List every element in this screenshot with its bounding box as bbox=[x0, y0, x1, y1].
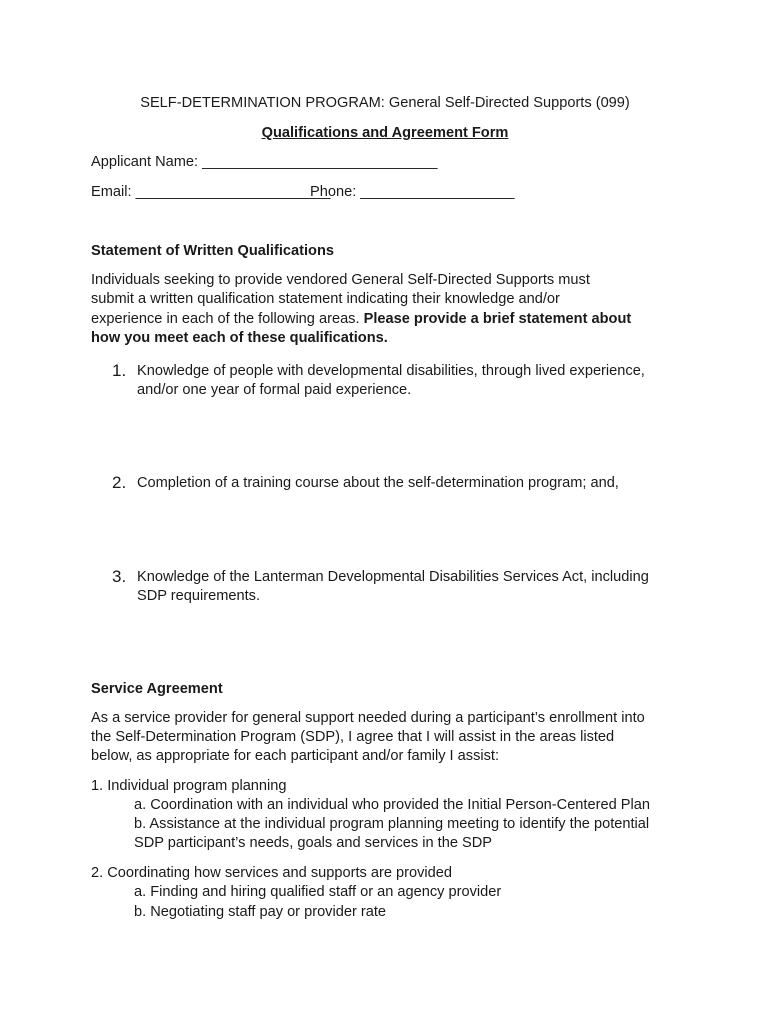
item-number: 3. bbox=[112, 567, 127, 586]
agreement-intro-line: below, as appropriate for each participant and/or family I assist: bbox=[91, 748, 500, 764]
item-text-line: Knowledge of people with developmental disabilities, through lived experience, bbox=[137, 363, 645, 379]
agreement-subitem: b. Assistance at the individual program planning meeting to identify the potential bbox=[134, 816, 650, 832]
email-field[interactable]: Email: ________________________ bbox=[91, 184, 331, 200]
form-title: Qualifications and Agreement Form bbox=[261, 125, 509, 141]
agreement-heading: Service Agreement bbox=[91, 681, 223, 697]
applicant-name-field[interactable]: Applicant Name: _____________________________ bbox=[91, 154, 438, 170]
qualifications-intro-line: how you meet each of these qualifications. bbox=[91, 330, 388, 346]
agreement-subitem: SDP participant’s needs, goals and services in the SDP bbox=[134, 835, 493, 851]
item-text-line: Completion of a training course about the self-determination program; and, bbox=[137, 475, 619, 491]
qualifications-intro-line: submit a written qualification statement indicating their knowledge and/or bbox=[91, 291, 560, 307]
agreement-subitem: a. Finding and hiring qualified staff or an agency provider bbox=[134, 884, 502, 900]
agreement-subitem: a. Coordination with an individual who provided the Initial Person-Centered Plan bbox=[134, 797, 650, 813]
item-number: 2. bbox=[112, 473, 127, 492]
agreement-section-title: 1. Individual program planning bbox=[91, 778, 287, 794]
agreement-intro-line: the Self-Determination Program (SDP), I agree that I will assist in the areas listed bbox=[91, 729, 615, 745]
qualifications-intro-line bbox=[91, 310, 631, 329]
item-text-line: and/or one year of formal paid experience. bbox=[137, 382, 412, 398]
item-text-line: Knowledge of the Lanterman Developmental Disabilities Services Act, including bbox=[137, 569, 649, 585]
item-text-line: SDP requirements. bbox=[137, 588, 261, 604]
qualifications-intro-line: Individuals seeking to provide vendored General Self-Directed Supports must bbox=[91, 272, 590, 288]
program-title: SELF-DETERMINATION PROGRAM: General Self-Directed Supports (099) bbox=[140, 95, 630, 111]
agreement-section-title: 2. Coordinating how services and supports are provided bbox=[91, 865, 452, 881]
intro-bold-text: Please provide a brief statement about bbox=[363, 311, 632, 327]
phone-field[interactable]: Phone: ___________________ bbox=[310, 184, 515, 200]
intro-plain-text: experience in each of the following areas. bbox=[91, 311, 364, 327]
item-text bbox=[137, 474, 677, 493]
qualifications-heading: Statement of Written Qualifications bbox=[91, 243, 334, 259]
item-text bbox=[137, 362, 677, 400]
item-number: 1. bbox=[112, 361, 127, 380]
item-text bbox=[137, 568, 677, 606]
agreement-intro-line: As a service provider for general support needed during a participant’s enrollment into bbox=[91, 710, 645, 726]
agreement-subitem: b. Negotiating staff pay or provider rate bbox=[134, 904, 387, 920]
